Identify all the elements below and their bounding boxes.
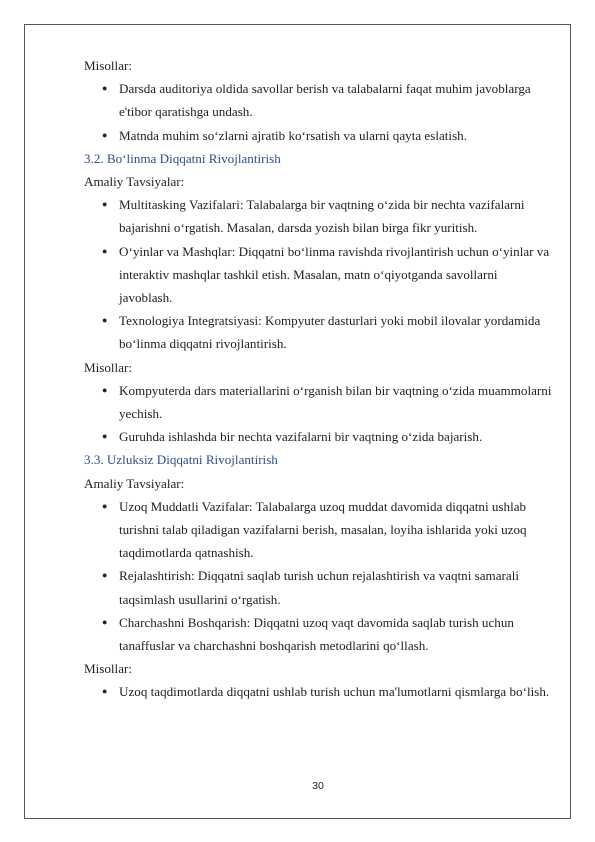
bullet-icon: ●	[102, 384, 108, 395]
list-item: ● Uzoq Muddatli Vazifalar: Talabalarga uzoq muddat davomida diqqatni ushlab turishni talab qiladigan vazifalarni berish, masalan, loyiha ishlarida yoki uzoq taqdimotlarda qatnashish.	[84, 495, 554, 565]
bullet-list	[84, 193, 554, 355]
list-item: ● Rejalashtirish: Diqqatni saqlab turish uchun rejalashtirish va vaqtni samarali taqsimlash usullarini o‘rgatish.	[84, 564, 554, 610]
section-label: Amaliy Tavsiyalar:	[84, 174, 185, 190]
list-item: ● Darsda auditoriya oldida savollar berish va talabalarni faqat muhim javoblarga e'tibor qaratishga undash.	[84, 77, 554, 123]
section-heading: 3.2. Bo‘linma Diqqatni Rivojlantirish	[84, 150, 281, 166]
list-item: ● Matnda muhim so‘zlarni ajratib ko‘rsatish va ularni qayta eslatish.	[84, 124, 554, 147]
bullet-list	[84, 495, 554, 657]
bullet-icon: ●	[102, 500, 108, 511]
list-item: ● O‘yinlar va Mashqlar: Diqqatni bo‘linma ravishda rivojlantirish uchun o‘yinlar va interaktiv mashqlar tashkil etish. Masalan, matn o‘qiyotganda savollarni javoblash.	[84, 240, 554, 310]
bullet-list	[84, 379, 554, 449]
bullet-icon: ●	[102, 686, 108, 697]
bullet-list	[84, 680, 554, 703]
list-item: ● Multitasking Vazifalari: Talabalarga bir vaqtning o‘zida bir nechta vazifalarni bajarishni o‘rgatish. Masalan, darsda yozish bilan birga fikr yuritish.	[84, 193, 554, 239]
list-item: ● Uzoq taqdimotlarda diqqatni ushlab turish uchun ma'lumotlarni qismlarga bo‘lish.	[84, 680, 554, 703]
section-heading: 3.3. Uzluksiz Diqqatni Rivojlantirish	[84, 452, 278, 468]
bullet-icon: ●	[102, 83, 108, 94]
list-item: ● Kompyuterda dars materiallarini o‘rganish bilan bir vaqtning o‘zida muammolarni yechish.	[84, 379, 554, 425]
page-number: 30	[312, 780, 324, 792]
document-body	[84, 54, 554, 704]
bullet-icon: ●	[102, 616, 108, 627]
bullet-icon: ●	[102, 129, 108, 140]
section-label: Misollar:	[84, 359, 133, 375]
section-label: Misollar:	[84, 58, 133, 73]
list-item: ● Charchashni Boshqarish: Diqqatni uzoq vaqt davomida saqlab turish uchun tanaffuslar va charchashni boshqarish metodlarini qo‘llash.	[84, 611, 554, 657]
bullet-icon: ●	[102, 245, 108, 256]
list-item: ● Guruhda ishlashda bir nechta vazifalarni bir vaqtning o‘zida bajarish.	[84, 425, 554, 448]
bullet-icon: ●	[102, 199, 108, 210]
bullet-icon: ●	[102, 315, 108, 326]
section-label: Amaliy Tavsiyalar:	[84, 475, 185, 491]
bullet-icon: ●	[102, 431, 108, 442]
bullet-list	[84, 77, 554, 147]
section-label: Misollar:	[84, 661, 133, 677]
bullet-icon: ●	[102, 570, 108, 581]
list-item: ● Texnologiya Integratsiyasi: Kompyuter dasturlari yoki mobil ilovalar yordamida bo‘linma diqqatni rivojlantirish.	[84, 309, 554, 355]
